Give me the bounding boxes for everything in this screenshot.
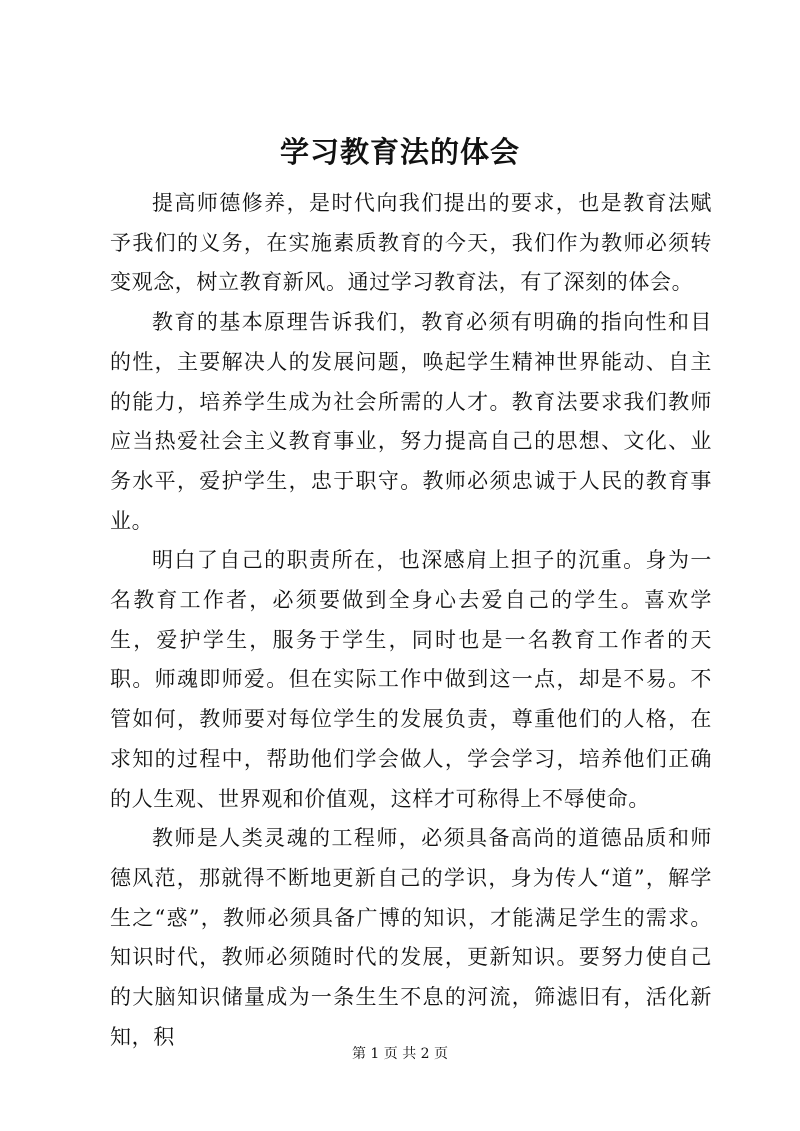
paragraph-4: 教师是人类灵魂的工程师，必须具备高尚的道德品质和师德风范，那就得不断地更新自己的学识，身为传人“道”，解学生之“惑”，教师必须具备广博的知识，才能满足学生的需求。知识时代，教师必须随时代的发展，更新知识。要努力使自己的大脑知识储量成为一条生生不息的河流，筛滤旧有，活化新知，积 <box>110 826 712 1049</box>
document-body <box>110 184 712 1057</box>
paragraph-3: 明白了自己的职责所在，也深感肩上担子的沉重。身为一名教育工作者，必须要做到全身心去爱自己的学生。喜欢学生，爱护学生，服务于学生，同时也是一名教育工作者的天职。师魂即师爱。但在实际工作中做到这一点，却是不易。不管如何，教师要对每位学生的发展负责，尊重他们的人格，在求知的过程中，帮助他们学会做人，学会学习，培养他们正确的人生观、世界观和价值观，这样才可称得上不辱使命。 <box>110 548 712 811</box>
paragraph-2: 教育的基本原理告诉我们，教育必须有明确的指向性和目的性，主要解决人的发展问题，唤起学生精神世界能动、自主的能力，培养学生成为社会所需的人才。教育法要求我们教师应当热爱社会主义教育事业，努力提高自己的思想、文化、业务水平，爱护学生，忠于职守。教师必须忠诚于人民的教育事业。 <box>110 310 712 533</box>
paragraph-1: 提高师德修养，是时代向我们提出的要求，也是教育法赋予我们的义务，在实施素质教育的今天，我们作为教师必须转变观念，树立教育新风。通过学习教育法，有了深刻的体会。 <box>110 191 712 295</box>
document-title: 学习教育法的体会 <box>279 135 520 169</box>
page-footer: 第 1 页 共 2 页 <box>351 1046 449 1062</box>
